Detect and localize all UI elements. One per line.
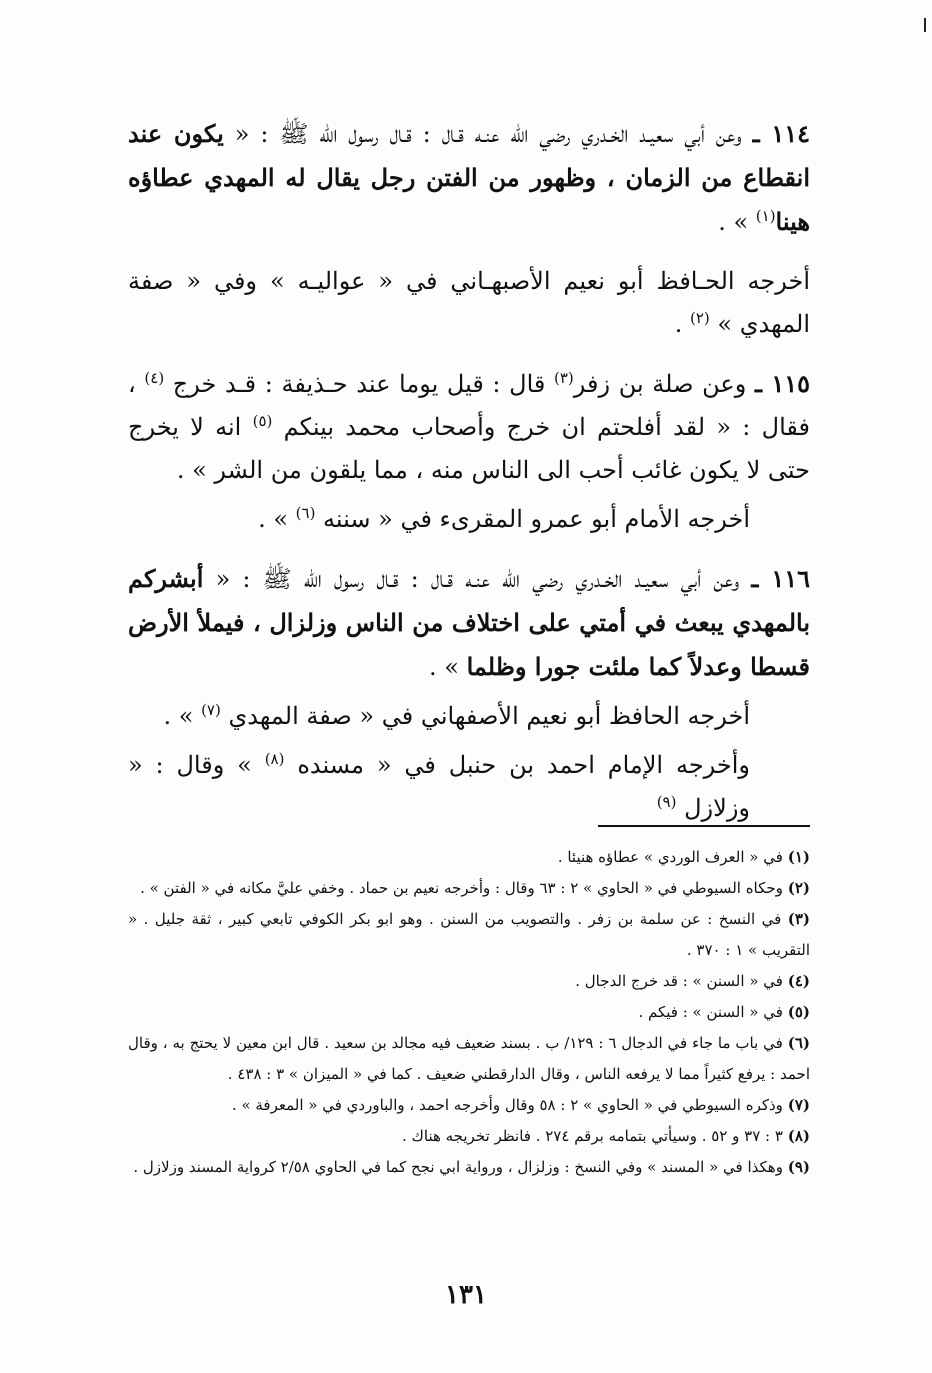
footnote-ref[interactable]: (٧) (201, 701, 221, 719)
takhrij-115 (128, 498, 810, 541)
footnote-text: في « السنن » : قد خرج الدجال . (575, 972, 783, 990)
footnote-ref[interactable]: (٦) (295, 504, 316, 522)
footnote-ref[interactable]: (٣) (554, 369, 574, 387)
footnote-7 (128, 1090, 810, 1121)
footnote-4 (128, 966, 810, 997)
footnote-text: في « السنن » : فيكم . (638, 1003, 783, 1021)
footnote-ref[interactable]: (٩) (656, 793, 677, 811)
hadith-intro: وعن أبي سعيـد الخـدري رضي الله عنـه قـال : قـال رسول الله ﷺ : « (223, 120, 742, 148)
takhrij-text: أخرجه الحـافظ أبو نعيم الأصبهـاني في « عواليـه » وفي « صفة المهدي » (128, 267, 810, 338)
footnote-mark: (٩) (787, 1158, 810, 1176)
hadith-text: قال : قيل يوما عند حـذيفة : قـد خرج (164, 370, 554, 398)
footnote-1 (128, 842, 810, 873)
hadith-text: ، فقال : « لقد أفلحتم ان خرج وأصحاب محمد بينكم (128, 370, 810, 441)
hadith-114 (128, 112, 810, 244)
footnote-6 (128, 1028, 810, 1090)
footnote-ref[interactable]: (٤) (144, 369, 165, 387)
main-text (128, 112, 810, 846)
hadith-116 (128, 557, 810, 689)
footnote-mark: (٦) (787, 1034, 810, 1052)
footnote-text: وذكره السيوطي في « الحاوي » ٢ : ٥٨ وقال وأخرجه احمد ، والباوردي في « المعرفة » . (231, 1096, 783, 1114)
takhrij-text: وأخرجه الإمام احمد بن حنبل في « مسنده (284, 751, 750, 779)
footnotes (128, 842, 810, 1183)
footnote-2 (128, 873, 810, 904)
footnote-separator (598, 825, 810, 827)
takhrij-text: » وقال : « وزلازل (128, 751, 750, 822)
hadith-115 (128, 362, 810, 492)
footnote-mark: (٧) (787, 1096, 810, 1114)
footnote-ref[interactable]: (١) (755, 207, 776, 225)
scan-mark (924, 18, 926, 32)
hadith-number: ١١٤ ـ (752, 119, 810, 148)
footnote-ref[interactable]: (٥) (252, 412, 273, 430)
takhrij-116-a (128, 695, 810, 738)
footnote-3 (128, 904, 810, 966)
takhrij-tail: » . (258, 505, 296, 533)
takhrij-tail: » . (163, 702, 202, 730)
footnote-8 (128, 1121, 810, 1152)
takhrij-text: أخرجه الحافظ أبو نعيم الأصفهاني في « صفة المهدي (220, 702, 750, 730)
footnote-ref[interactable]: (٨) (264, 750, 285, 768)
hadith-tail: » . (718, 208, 756, 236)
footnote-mark: (٨) (787, 1127, 810, 1145)
takhrij-116-b (128, 744, 810, 830)
takhrij-text: أخرجه الأمام أبو عمرو المقرىء في « سننه (315, 505, 750, 533)
takhrij-114 (128, 260, 810, 346)
hadith-tail: » . (429, 653, 467, 681)
hadith-quote: أبشركم بالمهدي يبعث في أمتي على اختلاف من الناس وزلزال ، فيملأ الأرض قسطا وعدلاً كما ملئت جورا وظلما (128, 564, 810, 681)
footnote-text: ٣ : ٣٧ و ٥٢ . وسيأتي بتمامه برقم ٢٧٤ . فانظر تخريجه هناك . (401, 1127, 783, 1145)
footnote-text: في النسخ : عن سلمة بن زفر . والتصويب من السنن . وهو ابو بكر الكوفي تابعي كبير ، ثقة جليل . « التقريب » ١ : ٣٧٠ . (128, 910, 810, 959)
hadith-tail: انه لا يخرج حتى لا يكون غائب أحب الى الناس منه ، مما يلقون من الشر » . (128, 413, 810, 484)
footnote-mark: (٢) (787, 879, 810, 897)
hadith-quote: يكون عند انقطاع من الزمان ، وظهور من الفتن رجل يقال له المهدي عطاؤه هينا (128, 119, 810, 236)
page-number: ١٣١ (445, 1280, 487, 1310)
footnote-mark: (٤) (787, 972, 810, 990)
hadith-intro: وعن أبي سعيـد الخـدري رضي الله عنـه قـال : قـال رسول الله ﷺ : « (203, 565, 740, 593)
footnote-text: في « العرف الوردي » عطاؤه هنيئا . (557, 848, 783, 866)
footnote-mark: (٥) (787, 1003, 810, 1021)
footnote-text: وهكذا في « المسند » وفي النسخ : وزلزال ، ورواية ابي نجح كما في الحاوي ٢/٥٨ كرواية المسند وزلازل . (133, 1158, 783, 1176)
hadith-intro: وعن صلة بن زفر (573, 370, 747, 398)
footnote-ref[interactable]: (٢) (689, 309, 710, 327)
footnote-mark: (١) (787, 848, 810, 866)
footnote-text: في باب ما جاء في الدجال ٦ : ١٢٩/ ب . بسند ضعيف فيه مجالد بن سعيد . قال ابن معين لا يحتج به ، وقال احمد : يرفع كثيراً مما لا يرفعه الناس ، وقال الدارقطني ضعيف . كما في « الميزان » ٣ : ٤٣٨ . (128, 1034, 810, 1083)
footnote-text: وحكاه السيوطي في « الحاوي » ٢ : ٦٣ وقال : وأخرجه نعيم بن حماد . وخفي عليَّ مكانه في « الفتن » . (140, 879, 783, 897)
footnote-mark: (٣) (787, 910, 810, 928)
takhrij-tail: . (674, 310, 690, 338)
hadith-number: ١١٦ ـ (751, 564, 810, 593)
hadith-number: ١١٥ ـ (754, 369, 811, 398)
footnote-9 (128, 1152, 810, 1183)
footnote-5 (128, 997, 810, 1028)
